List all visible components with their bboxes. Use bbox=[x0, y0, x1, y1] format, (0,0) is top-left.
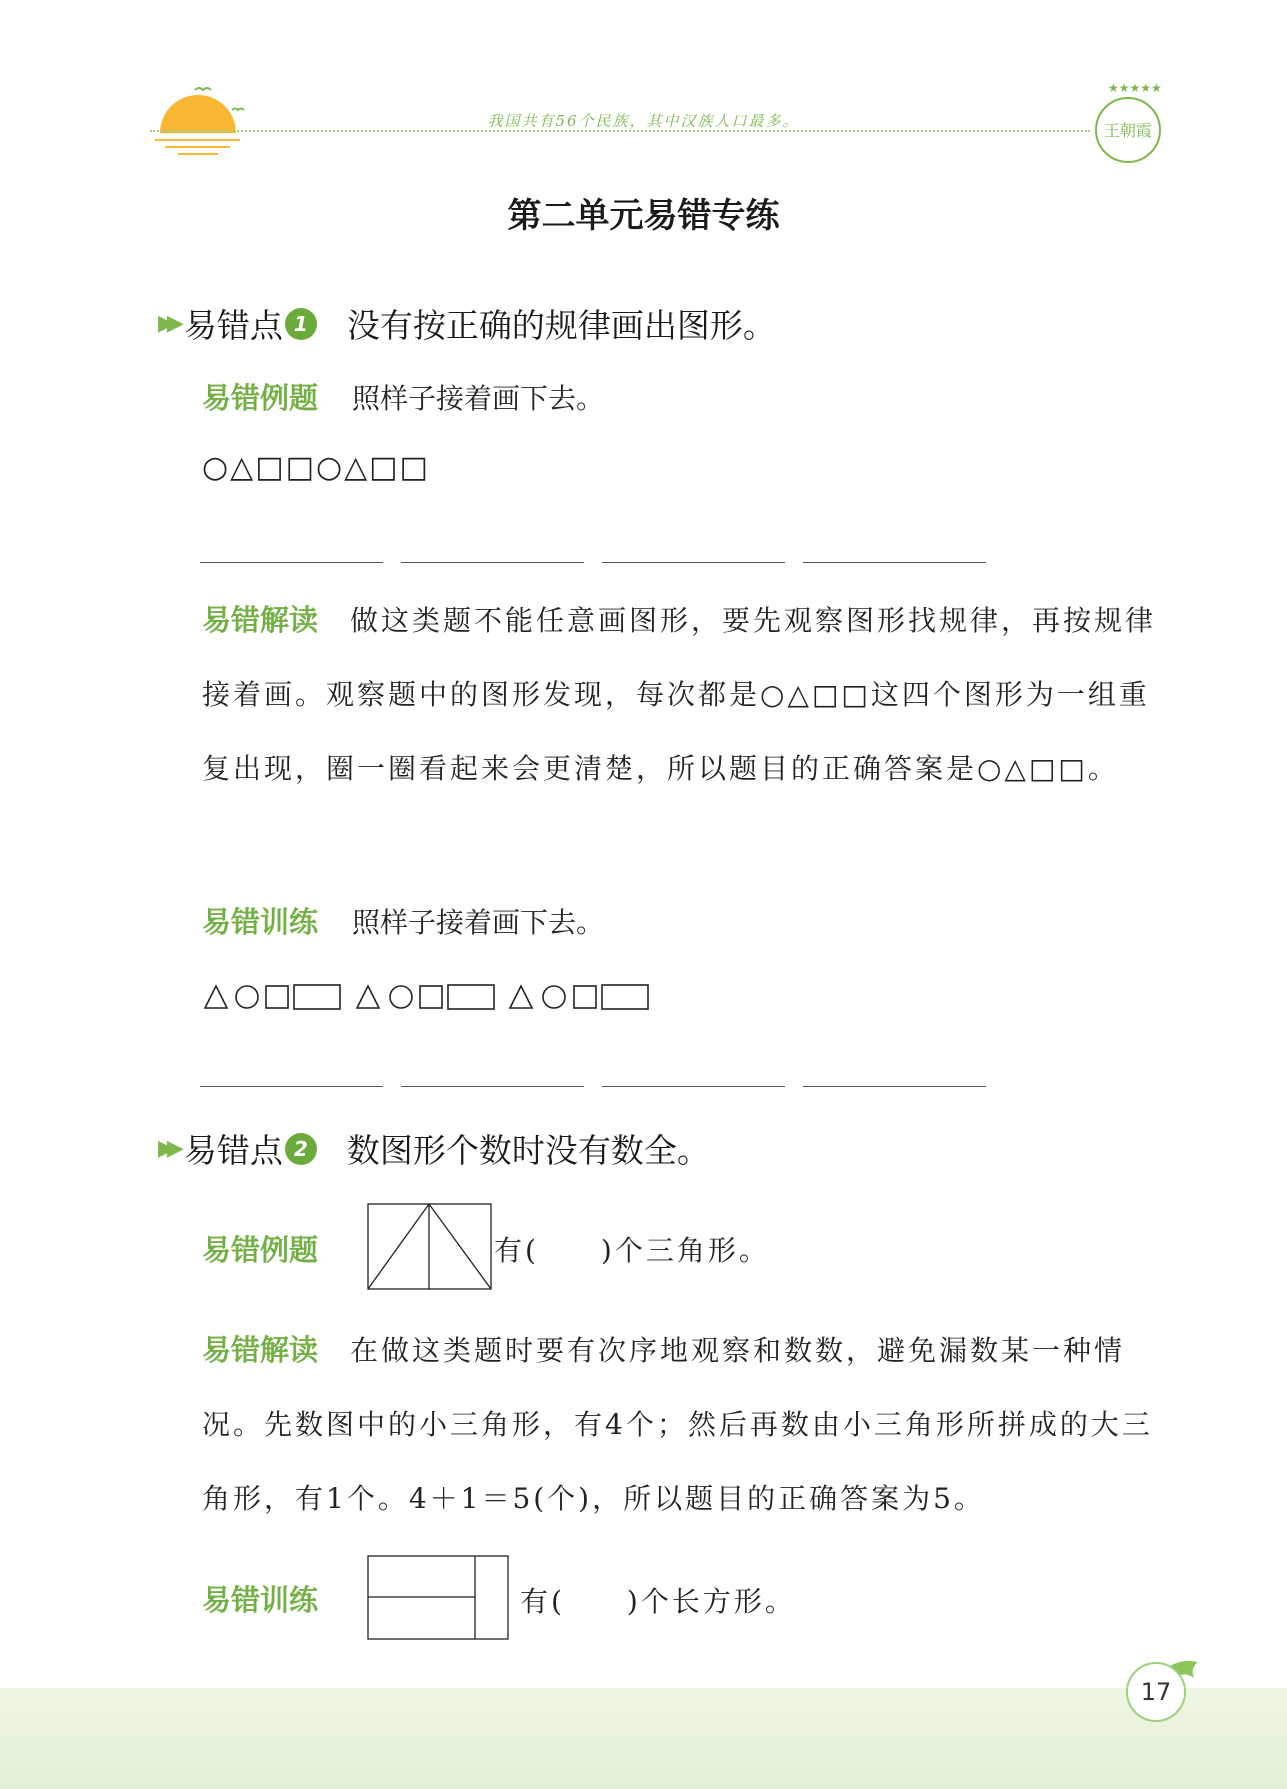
answer-blank[interactable] bbox=[200, 562, 383, 563]
section2-number-badge: 2 bbox=[285, 1133, 317, 1165]
brand-logo-icon bbox=[1088, 80, 1168, 170]
section2-train-tag: 易错训练 bbox=[202, 1583, 319, 1617]
rectangle-figure bbox=[367, 1555, 510, 1641]
section2-train-question: 有( )个长方形。 bbox=[520, 1585, 796, 1618]
section1-heading-text: 没有按正确的规律画出图形。 bbox=[346, 306, 776, 345]
section1-train-shapes bbox=[202, 978, 672, 1014]
section1-train-text: 照样子接着画下去。 bbox=[352, 906, 605, 939]
answer-blank[interactable] bbox=[803, 562, 986, 563]
section1-explain-text: 做这类题不能任意画图形，要先观察图形找规律，再按规律接着画。观察题中的图形发现，每次都是○△□□这四个图形为一组重复出现，圈一圈看起来会更清楚，所以题目的正确答案是○△□□。 bbox=[202, 604, 1157, 785]
section1-explanation bbox=[202, 583, 1162, 806]
section2-heading bbox=[158, 1125, 710, 1172]
answer-blank[interactable] bbox=[803, 1086, 986, 1087]
answer-blank[interactable] bbox=[602, 1086, 785, 1087]
section2-explanation bbox=[202, 1313, 1162, 1536]
section1-heading bbox=[158, 300, 776, 347]
section1-training bbox=[202, 900, 604, 941]
logo-text: 王朝霞 bbox=[1103, 121, 1153, 140]
section1-label: 易错点 bbox=[183, 306, 283, 345]
header-slogan: 我国共有56个民族，其中汉族人口最多。 bbox=[487, 112, 800, 130]
triangle-figure bbox=[367, 1203, 493, 1291]
page-number: 17 bbox=[1126, 1662, 1186, 1722]
double-arrow-icon: ▶▶ bbox=[158, 1136, 176, 1161]
section2-label: 易错点 bbox=[183, 1131, 283, 1170]
double-arrow-icon: ▶▶ bbox=[158, 311, 176, 336]
section2-explain-text: 在做这类题时要有次序地观察和数数，避免漏数某一种情况。先数图中的小三角形，有4个；然后再数由小三角形所拼成的大三角形，有1个。4＋1＝5(个)，所以题目的正确答案为5。 bbox=[202, 1334, 1153, 1515]
section2-explain-tag: 易错解读 bbox=[202, 1333, 319, 1367]
section1-explain-tag: 易错解读 bbox=[202, 603, 319, 637]
section1-example-tag: 易错例题 bbox=[202, 381, 319, 415]
svg-text:★★★★★: ★★★★★ bbox=[1108, 81, 1162, 95]
section2-heading-text: 数图形个数时没有数全。 bbox=[346, 1131, 710, 1170]
section2-example-question: 有( )个三角形。 bbox=[494, 1234, 770, 1267]
section1-train-tag: 易错训练 bbox=[202, 905, 319, 939]
section1-train-answer-lines bbox=[200, 1086, 986, 1087]
answer-blank[interactable] bbox=[401, 1086, 584, 1087]
answer-blank[interactable] bbox=[401, 562, 584, 563]
page-title: 第二单元易错专练 bbox=[507, 196, 780, 236]
section1-example bbox=[202, 376, 604, 417]
section1-number-badge: 1 bbox=[285, 308, 317, 340]
section2-example-tag: 易错例题 bbox=[202, 1233, 319, 1267]
section1-example-text: 照样子接着画下去。 bbox=[352, 382, 605, 415]
section1-answer-lines bbox=[200, 562, 986, 563]
footer-band bbox=[0, 1688, 1287, 1789]
section1-example-shapes: ○△□□○△□□ bbox=[202, 450, 430, 485]
answer-blank[interactable] bbox=[602, 562, 785, 563]
answer-blank[interactable] bbox=[200, 1086, 383, 1087]
